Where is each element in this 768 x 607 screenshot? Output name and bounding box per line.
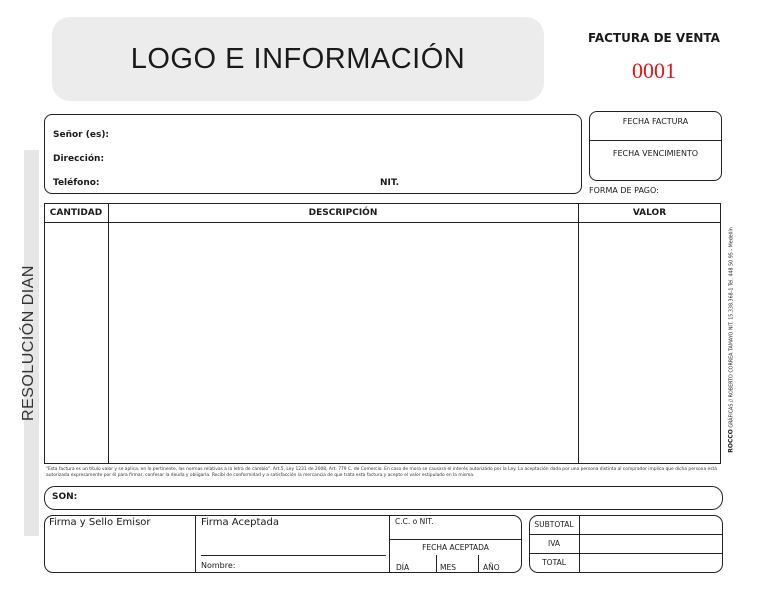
legal-footnote: "Esta factura es un título valor y se aplica, en lo pertinente, las normas relativas a la letra de cambio". Art.5, Ley 1231 de 2008, Art. 779 C. de Comercio. En caso de mora se causará el interés autorizado por la Ley. La aceptación dada por una persona distinta al comprador implica que dicha persona está autorizada expresamente por él para firmar, confesar la deuda y obligarla. Recibí de conformidad y a satisfacción la mercancía de que trata esta factura y acepto el valor estipulado en la misma. <box>46 467 717 478</box>
amount-in-words-label: SON: <box>52 492 78 502</box>
items-column-divider <box>108 203 109 464</box>
client-address-label: Dirección: <box>53 154 105 164</box>
amount-in-words-box <box>44 486 723 510</box>
column-value: VALOR <box>632 208 667 218</box>
due-date-label: FECHA VENCIMIENTO <box>612 149 699 158</box>
printer-credit <box>728 227 735 453</box>
name-label: Nombre: <box>201 561 236 570</box>
printer-brand: ROCCO <box>727 429 735 453</box>
total-label: TOTAL <box>542 558 566 567</box>
payment-method-label: FORMA DE PAGO: <box>589 186 659 195</box>
totals-divider <box>579 515 580 573</box>
items-column-divider <box>578 203 579 464</box>
client-info-box <box>44 114 582 194</box>
id-number-label: C.C. o NIT. <box>395 517 434 526</box>
printer-details: // ROBERTO CORREA TAMAYO NIT. 15.338.368-1 Tel. 448 50 95 - Medellín <box>729 227 735 403</box>
day-label: DÍA <box>396 563 410 572</box>
signature-divider <box>195 515 196 573</box>
logo-placeholder <box>52 17 544 101</box>
logo-placeholder-text: LOGO E INFORMACIÓN <box>130 42 466 75</box>
tax-label: IVA <box>548 539 560 548</box>
items-table <box>44 203 721 464</box>
column-description: DESCRIPCIÓN <box>308 208 378 218</box>
client-nit-label: NIT. <box>380 178 400 188</box>
acceptance-date-label: FECHA ACEPTADA <box>422 543 489 552</box>
items-header-divider <box>44 222 721 223</box>
month-label: MES <box>440 563 456 572</box>
resolution-label: RESOLUCIÓN DIAN <box>20 265 37 421</box>
client-phone-label: Teléfono: <box>53 178 100 188</box>
invoice-date-label: FECHA FACTURA <box>622 117 689 126</box>
issuer-signature-label: Firma y Sello Emisor <box>49 517 151 528</box>
subtotal-label: SUBTOTAL <box>534 520 574 529</box>
date-field-divider <box>436 555 437 573</box>
year-label: AÑO <box>483 563 500 572</box>
accepted-signature-label: Firma Aceptada <box>201 517 279 528</box>
acceptance-divider <box>389 539 522 540</box>
document-title: FACTURA DE VENTA <box>588 31 720 45</box>
column-quantity: CANTIDAD <box>49 208 103 218</box>
dates-divider <box>589 140 722 141</box>
totals-row-divider <box>529 553 723 554</box>
totals-row-divider <box>529 534 723 535</box>
printer-brand-sub: GRÁFICAS <box>729 403 735 428</box>
date-field-divider <box>478 555 479 573</box>
client-name-label: Señor (es): <box>53 130 110 140</box>
signature-line <box>201 555 386 556</box>
invoice-number: 0001 <box>632 58 676 83</box>
